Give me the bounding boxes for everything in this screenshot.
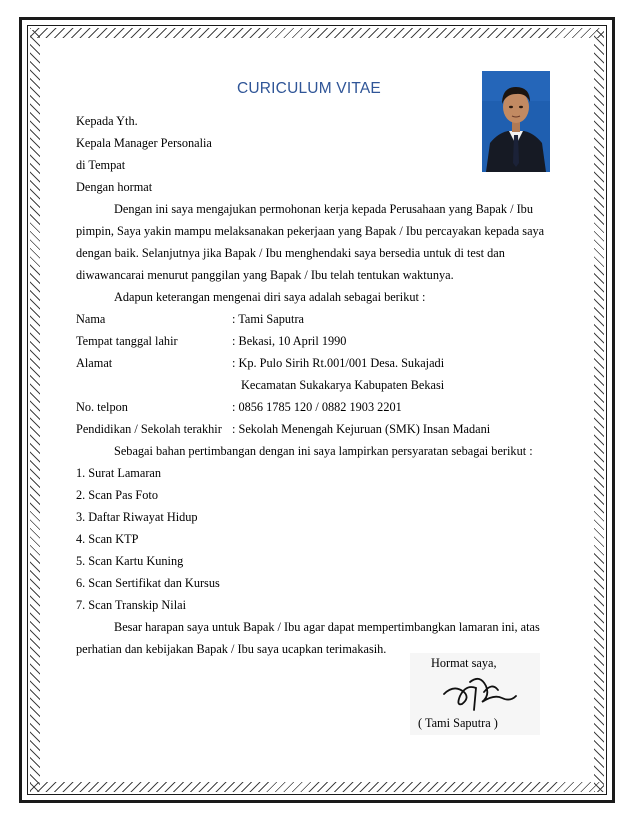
paragraph-line: Sebagai bahan pertimbangan dengan ini saya lampirkan persyaratan sebagai berikut : [114,444,533,458]
address-line: Kepala Manager Personalia [76,136,212,150]
info-label-address: Alamat [76,356,113,370]
paragraph-line: pimpin, Saya yakin mampu melaksanakan pekerjaan yang Bapak / Ibu percayakan kepada saya [76,224,545,238]
person-portrait-icon [482,71,550,172]
info-value-address: : Kp. Pulo Sirih Rt.001/001 Desa. Sukajadi [232,356,445,370]
border-pattern-bottom [30,782,604,792]
closing-line: perhatian dan kebijakan Bapak / Ibu saya ucapkan terimakasih. [76,642,387,656]
info-value-name: : Tami Saputra [232,312,304,326]
closing-line: Besar harapan saya untuk Bapak / Ibu agar dapat mempertimbangkan lamaran ini, atas [114,620,540,634]
attachment-item: 4. Scan KTP [76,532,139,546]
paragraph-line: dengan baik. Selanjutnya jika Bapak / Ibu menghendaki saya bersedia untuk di test dan [76,246,505,260]
sign-off: Hormat saya, [431,656,497,670]
info-label-birth: Tempat tanggal lahir [76,334,178,348]
handwritten-signature [440,672,520,714]
info-value-education: : Sekolah Menengah Kejuruan (SMK) Insan Madani [232,422,491,436]
signer-name: ( Tami Saputra ) [418,716,498,730]
border-pattern-top [30,28,604,38]
info-label-phone: No. telpon [76,400,128,414]
paragraph-line: Dengan ini saya mengajukan permohonan kerja kepada Perusahaan yang Bapak / Ibu [114,202,533,216]
info-value-address-cont: Kecamatan Sukakarya Kabupaten Bekasi [241,378,445,392]
border-pattern-right [594,30,604,792]
attachment-item: 1. Surat Lamaran [76,466,162,480]
address-line: Kepada Yth. [76,114,138,128]
document-title: CURICULUM VITAE [237,80,381,97]
attachment-item: 6. Scan Sertifikat dan Kursus [76,576,220,590]
attachment-item: 2. Scan Pas Foto [76,488,158,502]
border-pattern-left [30,30,40,792]
info-value-birth: : Bekasi, 10 April 1990 [232,334,347,348]
paragraph-line: Adapun keterangan mengenai diri saya adalah sebagai berikut : [114,290,426,304]
attachment-item: 7. Scan Transkip Nilai [76,598,186,612]
info-value-phone: : 0856 1785 120 / 0882 1903 2201 [232,400,402,414]
info-label-education: Pendidikan / Sekolah terakhir [76,422,222,436]
greeting: Dengan hormat [76,180,153,194]
attachment-item: 3. Daftar Riwayat Hidup [76,510,198,524]
info-label-name: Nama [76,312,106,326]
paragraph-line: diwawancarai menurut panggilan yang Bapak / Ibu telah tentukan waktunya. [76,268,454,282]
attachment-item: 5. Scan Kartu Kuning [76,554,184,568]
address-line: di Tempat [76,158,126,172]
profile-photo [482,71,550,172]
